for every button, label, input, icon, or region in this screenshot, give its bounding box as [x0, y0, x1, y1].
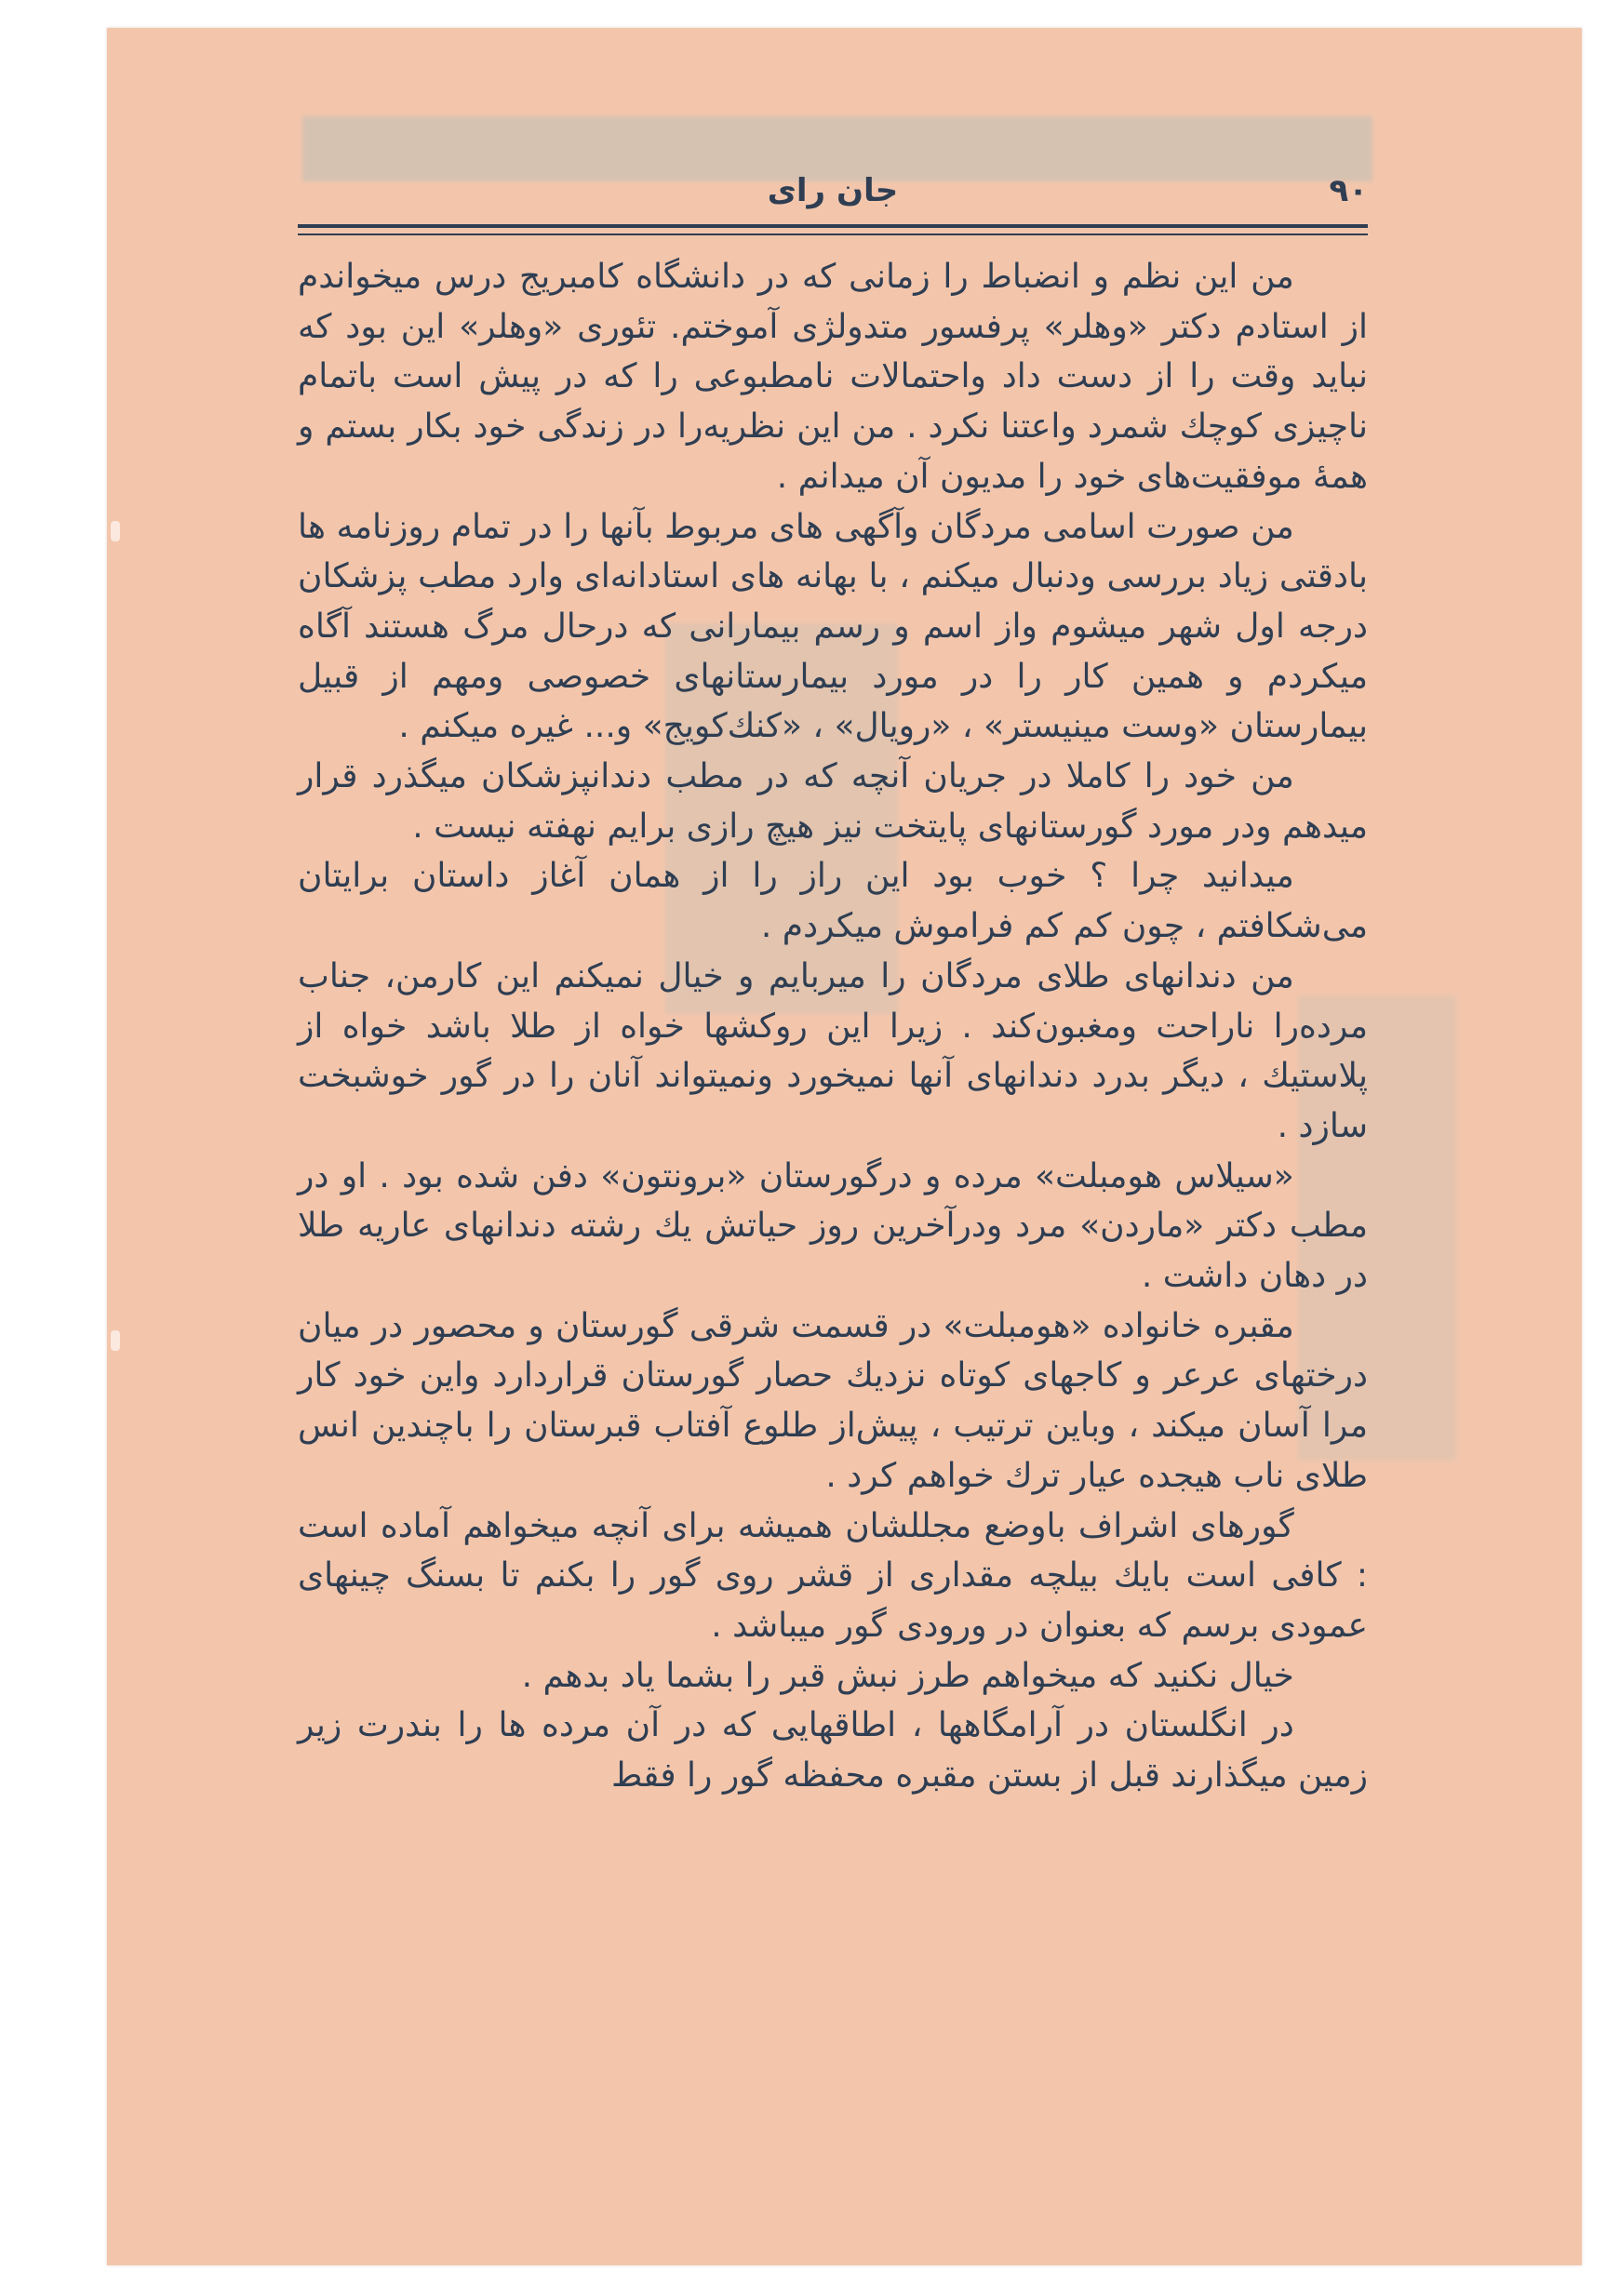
paragraph: من خود را کاملا در جریان آنچه که در مطب دندانپزشکان میگذرد قرار میدهم ودر مورد گورستانهای پایتخت نیز هیچ رازی برایم نهفته نیست . [298, 757, 1368, 846]
page-header [298, 172, 1368, 219]
paragraph: در انگلستان در آرامگاهها ، اطاقهایی که در آن مرده ها را بندرت زیر زمین میگذارند قبل از بستن مقبره محفظه گور را فقط [298, 1706, 1368, 1795]
header-rule-thin [298, 234, 1368, 235]
header-rule [298, 224, 1368, 228]
running-title: جان رای [767, 172, 899, 209]
paragraph: من صورت اسامی مردگان وآگهی های مربوط بآنها را در تمام روزنامه ها بادقتی زیاد بررسی ودنبال میکنم ، با بهانه های استادانه‌ای وارد مطب پزشکان درجه اول شهر میشوم واز اسم و رسم بیمارانی که درحال مرگ هستند آگاه میکردم و همین کار را در مورد بیمارستانهای خصوصی ومهم از قبیل بیمارستان «وست مینیستر» ، «رویال» ، «کنك‌کویج» و... غیره میکنم . [298, 507, 1368, 746]
page-content [298, 172, 1368, 1801]
binding-hole [111, 1330, 120, 1351]
paragraph: گورهای اشراف باوضع مجللشان همیشه برای آنچه میخواهم آماده است : کافی است بایك بیلچه مقداری از قشر روی گور را بکنم تا بسنگ چینهای عمودی برسم که بعنوان در ورودی گور میباشد . [298, 1506, 1368, 1645]
binding-hole [111, 521, 120, 541]
paragraph: «سیلاس هومبلت» مرده و درگورستان «برونتون» دفن شده بود . او در مطب دکتر «ماردن» مرد ودرآخرین روز حیاتش یك رشته دندانهای عاریه طلا در دهان داشت . [298, 1156, 1368, 1296]
page-number: ۹۰ [1329, 172, 1368, 209]
paragraph: مقبره خانواده «هومبلت» در قسمت شرقی گورستان و محصور در میان درختهای عرعر و کاجهای کوتاه نزدیك حصار گورستان قراردارد واین خود کار مرا آسان میکند ، وباین ترتیب ، پیش‌از طلوع آفتاب قبرستان را باچندین انس طلای ناب هیجده عیار ترك خواهم کرد . [298, 1306, 1368, 1495]
paragraph: من دندانهای طلای مردگان را میربایم و خیال نمیکنم این کارمن، جناب مرده‌را ناراحت ومغبون‌کند . زیرا این روکشها خواه از طلا باشد خواه از پلاستیك ، دیگر بدرد دندانهای آنها نمیخورد ونمیتواند آنان را در گور خوشبخت سازد . [298, 956, 1368, 1145]
body-text [298, 252, 1368, 1801]
paragraph: من این نظم و انضباط را زمانی که در دانشگاه کامبریج درس میخواندم از استادم دکتر «وهلر» پرفسور متدولژی آموختم. تئوری «وهلر» این بود که نباید وقت را از دست داد واحتمالات نامطبوعی را که در پیش است باتمام ناچیزی کوچك شمرد واعتنا نکرد . من این نظریه‌را در زندگی خود بکار بستم و همهٔ موفقیت‌های خود را مدیون آن میدانم . [298, 258, 1368, 496]
paragraph: میدانید چرا ؟ خوب بود این راز را از همان آغاز داستان برایتان می‌شکافتم ، چون کم کم فراموش میکردم . [298, 857, 1368, 946]
paragraph: خیال نکنید که میخواهم طرز نبش قبر را بشما یاد بدهم . [521, 1656, 1294, 1695]
